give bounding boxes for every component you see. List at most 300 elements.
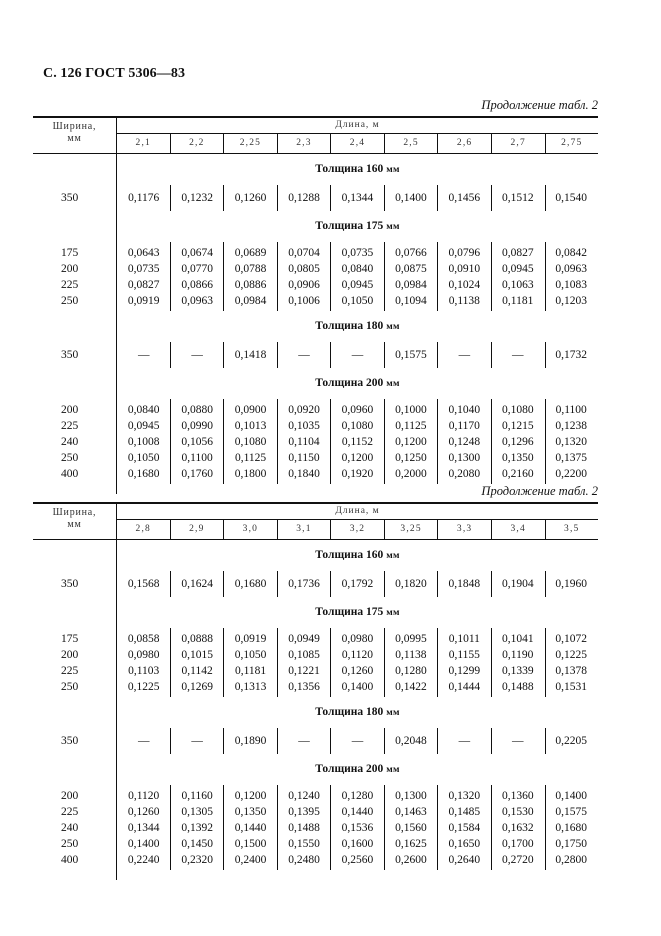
volume-cell: 0,1125	[234, 452, 267, 464]
volume-cell: 0,2320	[181, 854, 213, 866]
volume-cell: 0,1568	[127, 578, 160, 590]
width-value: 175	[61, 633, 79, 645]
volume-cell: 0,2000	[395, 468, 427, 480]
volume-cell: 0,0689	[234, 247, 267, 259]
volume-cell: 0,1280	[341, 790, 374, 802]
width-header-label: Ширина,	[52, 121, 97, 132]
volume-cell: 0,2205	[555, 735, 588, 747]
page-header: С. 126 ГОСТ 5306—83	[43, 66, 186, 81]
volume-cell: 0,1152	[341, 436, 374, 448]
table-1-continuation-label: Продолжение табл. 2	[481, 98, 598, 112]
thickness-group	[33, 628, 598, 697]
volume-cell: 0,0886	[234, 279, 267, 291]
volume-cell: 0,1248	[448, 436, 481, 448]
volume-cell: 0,1260	[127, 806, 160, 818]
length-columns	[117, 520, 598, 539]
volume-cell: 0,1200	[395, 436, 427, 448]
volume-cell: 0,0906	[288, 279, 320, 291]
table-header	[33, 116, 598, 154]
volume-cell: 0,1120	[341, 649, 374, 661]
volume-cell: 0,1181	[502, 295, 534, 307]
thickness-group	[33, 399, 598, 484]
thickness-unit: мм	[386, 765, 400, 775]
table-body	[33, 154, 598, 494]
volume-cell: 0,1300	[448, 452, 481, 464]
volume-cell: —	[298, 735, 310, 747]
volume-cell: 0,1848	[448, 578, 481, 590]
volume-cell: 0,1080	[501, 404, 534, 416]
table-row	[33, 804, 598, 820]
length-column-header: 2,8	[135, 524, 152, 534]
width-value: 250	[61, 295, 79, 307]
volume-cell: 0,1463	[395, 806, 427, 818]
volume-cell: 0,1296	[501, 436, 534, 448]
volume-cell: 0,1013	[234, 420, 267, 432]
volume-cell: 0,1155	[448, 649, 480, 661]
volume-cell: 0,1104	[288, 436, 320, 448]
volume-cell: 0,0900	[234, 404, 267, 416]
volume-cell: 0,0945	[501, 263, 534, 275]
width-value: 200	[61, 790, 79, 802]
volume-cell: 0,2600	[395, 854, 427, 866]
volume-cell: 0,0842	[555, 247, 588, 259]
volume-cell: 0,2800	[555, 854, 588, 866]
volume-cell: 0,1006	[288, 295, 320, 307]
width-value: 350	[61, 192, 79, 204]
volume-cell: 0,1072	[555, 633, 588, 645]
volume-cell: —	[191, 735, 203, 747]
volume-cell: 0,1225	[555, 649, 588, 661]
volume-cell: 0,1350	[234, 806, 267, 818]
volume-cell: 0,1840	[288, 468, 320, 480]
volume-cell: 0,1422	[395, 681, 427, 693]
volume-cell: 0,1125	[395, 420, 427, 432]
volume-cell: 0,1500	[234, 838, 267, 850]
volume-cell: 0,1221	[288, 665, 320, 677]
volume-cell: 0,1485	[448, 806, 481, 818]
volume-cell: 0,1320	[555, 436, 588, 448]
volume-cell: 0,1041	[501, 633, 534, 645]
volume-cell: 0,0980	[341, 633, 374, 645]
length-column-header: 3,1	[277, 520, 331, 539]
volume-cell: 0,1625	[395, 838, 427, 850]
volume-cell: 0,1375	[555, 452, 588, 464]
volume-cell: 0,1150	[288, 452, 320, 464]
volume-cell: 0,1238	[555, 420, 588, 432]
volume-cell: 0,1120	[128, 790, 160, 802]
thickness-section-title	[33, 697, 598, 728]
volume-cell: 0,1624	[181, 578, 213, 590]
thickness-group	[33, 242, 598, 311]
volume-cell: 0,1138	[448, 295, 480, 307]
width-value: 200	[61, 404, 79, 416]
thickness-group	[33, 571, 598, 597]
table-row	[33, 245, 598, 261]
length-column-header: 3,0	[223, 520, 277, 539]
volume-cell: 0,0827	[501, 247, 534, 259]
volume-cell: 0,1632	[501, 822, 534, 834]
width-value: 240	[61, 436, 79, 448]
thickness-group	[33, 728, 598, 754]
volume-cell: 0,0858	[127, 633, 160, 645]
width-value: 250	[61, 452, 79, 464]
volume-cell: 0,1378	[555, 665, 588, 677]
volume-cell: 0,2240	[127, 854, 160, 866]
width-value: 200	[61, 263, 79, 275]
thickness-unit: мм	[386, 222, 400, 232]
volume-cell: 0,0919	[234, 633, 267, 645]
volume-cell: 0,0984	[395, 279, 427, 291]
length-column-header: 2,4	[330, 134, 384, 153]
volume-cell: —	[351, 735, 364, 747]
volume-cell: 0,0949	[288, 633, 320, 645]
volume-cell: 0,1300	[395, 790, 427, 802]
volume-cell: 0,1260	[341, 665, 374, 677]
length-column-header: 3,5	[545, 520, 599, 539]
width-value: 225	[61, 665, 79, 677]
table-row	[33, 450, 598, 466]
volume-cell: 0,1350	[501, 452, 534, 464]
volume-cell: 0,1700	[501, 838, 534, 850]
volume-cell: 0,0866	[181, 279, 213, 291]
width-value: 225	[61, 806, 79, 818]
table-row	[33, 575, 598, 593]
volume-cell: 0,1904	[501, 578, 534, 590]
volume-cell: 0,0963	[555, 263, 588, 275]
volume-cell: —	[512, 735, 524, 747]
table-tail	[33, 870, 598, 880]
volume-cell: 0,1299	[448, 665, 481, 677]
volume-cell: 0,1440	[341, 806, 374, 818]
volume-cell: 0,2200	[555, 468, 588, 480]
volume-cell: —	[191, 349, 203, 361]
volume-cell: 0,2160	[501, 468, 534, 480]
volume-cell: 0,1820	[395, 578, 427, 590]
volume-cell: 0,0910	[448, 263, 481, 275]
thickness-section-title	[33, 597, 598, 628]
volume-cell: 0,1540	[555, 192, 588, 204]
width-header-unit: мм	[67, 519, 82, 530]
table-row	[33, 466, 598, 482]
volume-cell: 0,1395	[288, 806, 320, 818]
volume-cell: 0,0920	[288, 404, 320, 416]
length-header: Длина, м	[117, 504, 598, 520]
volume-cell: 0,1050	[127, 452, 160, 464]
volume-cell: 0,1160	[181, 790, 213, 802]
width-value: 250	[61, 681, 79, 693]
length-column-header: 2,3	[277, 134, 331, 153]
thickness-unit: мм	[386, 379, 400, 389]
length-column-header: 2,9	[170, 520, 224, 539]
width-value: 350	[61, 735, 79, 747]
length-column-header: 3,25	[384, 520, 438, 539]
volume-cell: 0,1200	[234, 790, 267, 802]
length-column-header: 2,6	[437, 134, 491, 153]
volume-cell: 0,1050	[234, 649, 267, 661]
thickness-label: Толщина 200	[315, 377, 384, 389]
volume-cell: 0,2400	[234, 854, 267, 866]
table-row	[33, 788, 598, 804]
width-value: 225	[61, 420, 79, 432]
volume-cell: 0,1488	[501, 681, 534, 693]
table-body	[33, 540, 598, 880]
table-2	[33, 502, 598, 880]
volume-cell: 0,1680	[127, 468, 160, 480]
volume-cell: 0,1056	[181, 436, 213, 448]
volume-cell: 0,0735	[341, 247, 374, 259]
width-value: 240	[61, 822, 79, 834]
thickness-section-title	[33, 540, 598, 571]
volume-cell: 0,1418	[234, 349, 267, 361]
volume-cell: 0,1063	[501, 279, 534, 291]
table-row	[33, 434, 598, 450]
volume-cell: 0,1050	[341, 295, 374, 307]
volume-cell: 0,1225	[127, 681, 160, 693]
width-value: 400	[61, 468, 79, 480]
volume-cell: 0,1392	[181, 822, 213, 834]
volume-cell: 0,0766	[395, 247, 427, 259]
volume-cell: 0,1512	[501, 192, 534, 204]
volume-cell: 0,1100	[181, 452, 213, 464]
volume-cell: 0,1015	[181, 649, 213, 661]
volume-cell: 0,1444	[448, 681, 481, 693]
width-value: 175	[61, 247, 79, 259]
length-column-header: 3,4	[491, 520, 545, 539]
volume-cell: 0,1083	[555, 279, 588, 291]
volume-cell: 0,1080	[341, 420, 374, 432]
volume-cell: 0,1344	[127, 822, 160, 834]
table-row	[33, 852, 598, 868]
thickness-unit: мм	[386, 551, 400, 561]
volume-cell: 0,1800	[234, 468, 267, 480]
volume-cell: 0,0805	[288, 263, 320, 275]
table-header	[33, 502, 598, 540]
volume-cell: 0,1530	[501, 806, 534, 818]
volume-cell: 0,0704	[288, 247, 320, 259]
volume-cell: 0,1176	[128, 192, 160, 204]
volume-cell: 0,1680	[234, 578, 267, 590]
volume-cell: 0,1170	[448, 420, 480, 432]
volume-cell: 0,1360	[501, 790, 534, 802]
volume-cell: 0,1280	[395, 665, 427, 677]
volume-cell: —	[137, 349, 150, 361]
volume-cell: 0,0960	[341, 404, 374, 416]
volume-cell: 0,0980	[127, 649, 160, 661]
volume-cell: 0,1103	[128, 665, 160, 677]
volume-cell: 0,0788	[234, 263, 267, 275]
thickness-label: Толщина 160	[315, 163, 384, 175]
thickness-label: Толщина 175	[315, 606, 384, 618]
volume-cell: 0,1203	[555, 295, 588, 307]
volume-cell: 0,1356	[288, 681, 320, 693]
volume-cell: 0,1142	[181, 665, 213, 677]
table-2-continuation-label: Продолжение табл. 2	[481, 484, 598, 498]
volume-cell: 0,1040	[448, 404, 481, 416]
width-value: 250	[61, 838, 79, 850]
table-row	[33, 647, 598, 663]
length-header: Длина, м	[117, 118, 598, 134]
volume-cell: 0,1035	[288, 420, 320, 432]
length-column-header: 2,1	[135, 138, 152, 148]
table-row	[33, 836, 598, 852]
table-row	[33, 418, 598, 434]
volume-cell: 0,1085	[288, 649, 320, 661]
volume-cell: 0,1920	[341, 468, 374, 480]
width-value: 350	[61, 578, 79, 590]
volume-cell: 0,1400	[341, 681, 374, 693]
volume-cell: 0,1024	[448, 279, 481, 291]
width-header-label: Ширина,	[52, 507, 97, 518]
volume-cell: 0,1440	[234, 822, 267, 834]
thickness-label: Толщина 200	[315, 763, 384, 775]
volume-cell: 0,1138	[395, 649, 427, 661]
volume-cell: 0,0984	[234, 295, 267, 307]
volume-cell: 0,0888	[181, 633, 213, 645]
volume-cell: 0,0945	[341, 279, 374, 291]
volume-cell: 0,2640	[448, 854, 481, 866]
volume-cell: 0,1550	[288, 838, 320, 850]
volume-cell: 0,1890	[234, 735, 267, 747]
volume-cell: 0,1456	[448, 192, 481, 204]
volume-cell: 0,1339	[501, 665, 534, 677]
length-column-header: 2,25	[223, 134, 277, 153]
table-row	[33, 663, 598, 679]
volume-cell: 0,0875	[395, 263, 427, 275]
volume-cell: 0,0770	[181, 263, 213, 275]
thickness-group	[33, 785, 598, 870]
volume-cell: 0,1650	[448, 838, 481, 850]
thickness-label: Толщина 175	[315, 220, 384, 232]
volume-cell: 0,1750	[555, 838, 588, 850]
volume-cell: 0,0840	[341, 263, 374, 275]
volume-cell: 0,1732	[555, 349, 588, 361]
table-row	[33, 402, 598, 418]
thickness-section-title	[33, 311, 598, 342]
volume-cell: 0,1736	[288, 578, 320, 590]
volume-cell: 0,0880	[181, 404, 213, 416]
volume-cell: 0,0963	[181, 295, 213, 307]
width-value: 350	[61, 349, 79, 361]
volume-cell: 0,1269	[181, 681, 213, 693]
volume-cell: 0,2720	[501, 854, 534, 866]
volume-cell: —	[298, 349, 310, 361]
volume-cell: 0,2080	[448, 468, 481, 480]
width-value: 225	[61, 279, 79, 291]
volume-cell: 0,1200	[341, 452, 374, 464]
volume-cell: 0,0840	[127, 404, 160, 416]
thickness-group	[33, 342, 598, 368]
volume-cell: 0,1313	[234, 681, 267, 693]
volume-cell: 0,1680	[555, 822, 588, 834]
volume-cell: 0,1000	[395, 404, 427, 416]
volume-cell: 0,1536	[341, 822, 374, 834]
volume-cell: 0,1584	[448, 822, 481, 834]
volume-cell: —	[351, 349, 364, 361]
thickness-unit: мм	[386, 608, 400, 618]
volume-cell: —	[458, 349, 471, 361]
length-column-header: 2,75	[545, 134, 599, 153]
width-value: 400	[61, 854, 79, 866]
volume-cell: 0,1250	[395, 452, 427, 464]
volume-cell: 0,1305	[181, 806, 213, 818]
volume-cell: 0,0643	[127, 247, 160, 259]
width-value: 200	[61, 649, 79, 661]
volume-cell: 0,1181	[234, 665, 267, 677]
volume-cell: 0,0945	[127, 420, 160, 432]
volume-cell: —	[512, 349, 524, 361]
volume-cell: 0,1400	[395, 192, 427, 204]
volume-cell: 0,0995	[395, 633, 427, 645]
volume-cell: 0,1600	[341, 838, 374, 850]
volume-cell: 0,1531	[555, 681, 588, 693]
volume-cell: 0,1232	[181, 192, 213, 204]
table-row	[33, 631, 598, 647]
volume-cell: 0,1260	[234, 192, 267, 204]
volume-cell: 0,0990	[181, 420, 213, 432]
volume-cell: 0,0919	[127, 295, 160, 307]
volume-cell: 0,2560	[341, 854, 374, 866]
table-row	[33, 189, 598, 207]
volume-cell: 0,0735	[127, 263, 160, 275]
volume-cell: 0,0827	[127, 279, 160, 291]
volume-cell: 0,1400	[127, 838, 160, 850]
length-column-header: 3,3	[437, 520, 491, 539]
length-column-header: 2,5	[384, 134, 438, 153]
volume-cell: 0,1560	[395, 822, 427, 834]
volume-cell: 0,1215	[501, 420, 534, 432]
volume-cell: 0,2480	[288, 854, 320, 866]
volume-cell: —	[458, 735, 471, 747]
length-column-header: 2,2	[170, 134, 224, 153]
width-column-header	[33, 118, 116, 153]
volume-cell: 0,1400	[555, 790, 588, 802]
table-row	[33, 261, 598, 277]
thickness-unit: мм	[386, 708, 400, 718]
volume-cell: 0,1575	[555, 806, 588, 818]
volume-cell: 0,1760	[181, 468, 213, 480]
volume-cell: 0,1488	[288, 822, 320, 834]
volume-cell: 0,1344	[341, 192, 374, 204]
table-row	[33, 820, 598, 836]
volume-cell: 0,2048	[395, 735, 427, 747]
volume-cell: 0,1240	[288, 790, 320, 802]
width-header-unit: мм	[67, 133, 82, 144]
length-column-header: 3,2	[330, 520, 384, 539]
volume-cell: —	[137, 735, 150, 747]
thickness-label: Толщина 160	[315, 549, 384, 561]
length-column-header: 2,7	[491, 134, 545, 153]
table-row	[33, 732, 598, 750]
width-column-header	[33, 504, 116, 539]
volume-cell: 0,1792	[341, 578, 374, 590]
volume-cell: 0,1094	[395, 295, 427, 307]
volume-cell: 0,1288	[288, 192, 320, 204]
thickness-section-title	[33, 368, 598, 399]
volume-cell: 0,1190	[502, 649, 534, 661]
volume-cell: 0,1008	[127, 436, 160, 448]
volume-cell: 0,1575	[395, 349, 427, 361]
thickness-group	[33, 185, 598, 211]
volume-cell: 0,1960	[555, 578, 588, 590]
thickness-section-title	[33, 754, 598, 785]
table-row	[33, 346, 598, 364]
table-row	[33, 679, 598, 695]
thickness-unit: мм	[386, 322, 400, 332]
volume-cell: 0,1080	[234, 436, 267, 448]
volume-cell: 0,1100	[555, 404, 587, 416]
thickness-label: Толщина 180	[315, 320, 384, 332]
table-1	[33, 116, 598, 494]
